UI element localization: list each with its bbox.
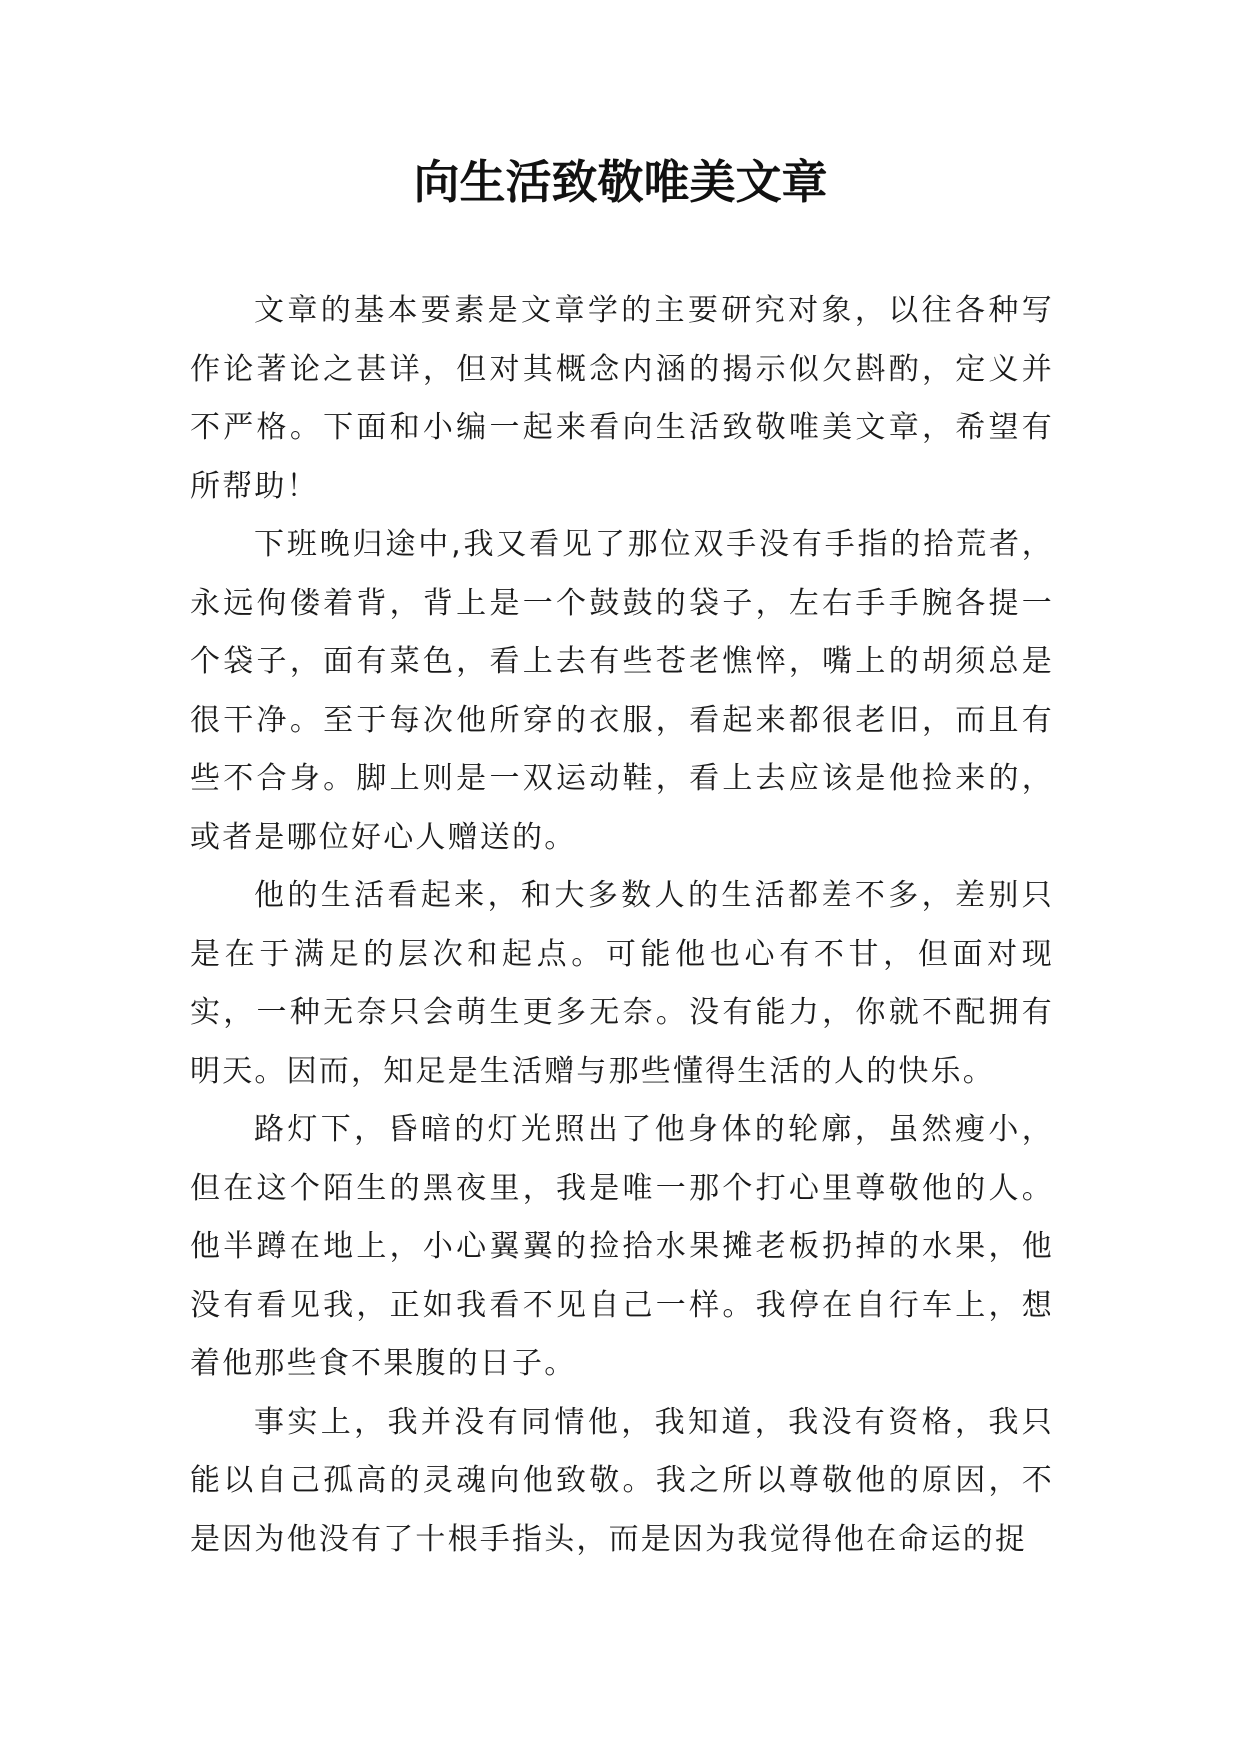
- paragraph-2: 下班晚归途中,我又看见了那位双手没有手指的拾荒者，永远佝偻着背，背上是一个鼓鼓的袋子，左右手手腕各提一个袋子，面有菜色，看上去有些苍老憔悴，嘴上的胡须总是很干净。至于每次他所穿的衣服，看起来都很老旧，而且有些不合身。脚上则是一双运动鞋，看上去应该是他捡来的，或者是哪位好心人赠送的。: [190, 527, 1054, 855]
- paragraph-1: 文章的基本要素是文章学的主要研究对象，以往各种写作论著论之甚详，但对其概念内涵的揭示似欠斟酌，定义并不严格。下面和小编一起来看向生活致敬唯美文章，希望有所帮助！: [190, 293, 1054, 504]
- document-body: [190, 282, 1054, 1569]
- paragraph-5: 事实上，我并没有同情他，我知道，我没有资格，我只能以自己孤高的灵魂向他致敬。我之所以尊敬他的原因，不是因为他没有了十根手指头，而是因为我觉得他在命运的捉: [190, 1404, 1054, 1557]
- paragraph-3: 他的生活看起来，和大多数人的生活都差不多，差别只是在于满足的层次和起点。可能他也心有不甘，但面对现实，一种无奈只会萌生更多无奈。没有能力，你就不配拥有明天。因而，知足是生活赠与那些懂得生活的人的快乐。: [190, 878, 1054, 1089]
- paragraph-4: 路灯下，昏暗的灯光照出了他身体的轮廓，虽然瘦小，但在这个陌生的黑夜里，我是唯一那个打心里尊敬他的人。他半蹲在地上，小心翼翼的捡拾水果摊老板扔掉的水果，他没有看见我，正如我看不见自己一样。我停在自行车上，想着他那些食不果腹的日子。: [190, 1112, 1054, 1381]
- document-title: 向生活致敬唯美文章: [413, 155, 828, 209]
